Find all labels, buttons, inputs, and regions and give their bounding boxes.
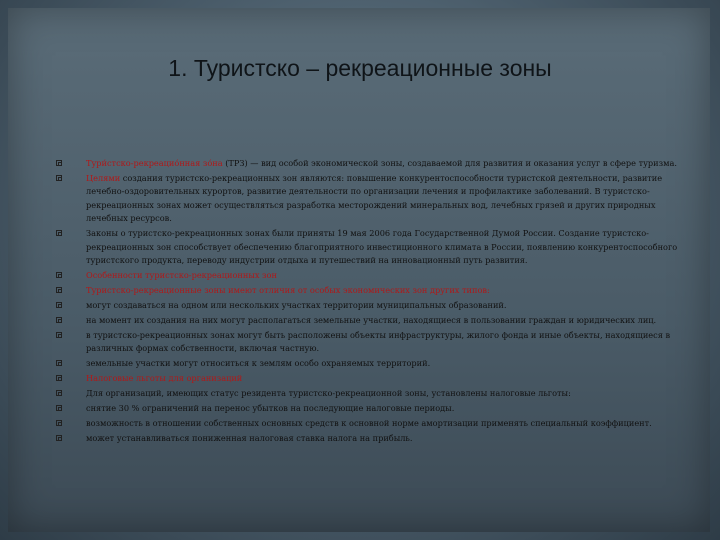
item-highlight: Налоговые льготы для организаций <box>86 373 243 384</box>
list-item <box>56 314 680 327</box>
item-text: снятие 30 % ограничений на перенос убытков на последующие налоговые периоды. <box>86 403 455 414</box>
checkbox-bullet-icon <box>56 175 62 181</box>
checkbox-bullet-icon <box>56 272 62 278</box>
checkbox-bullet-icon <box>56 317 62 323</box>
list-item <box>56 227 680 267</box>
checkbox-bullet-icon <box>56 230 62 236</box>
list-item <box>56 387 680 400</box>
list-item <box>56 357 680 370</box>
item-text: могут создаваться на одном или нескольких участках территории муниципальных образований. <box>86 300 507 311</box>
list-item <box>56 402 680 415</box>
slide-title: 1. Туристско – рекреационные зоны <box>168 55 552 81</box>
checkbox-bullet-icon <box>56 435 62 441</box>
checkbox-bullet-icon <box>56 390 62 396</box>
list-item <box>56 157 680 170</box>
checkbox-bullet-icon <box>56 332 62 338</box>
item-highlight: Тури́стско-рекреацио́нная зо́на <box>86 158 223 168</box>
checkbox-bullet-icon <box>56 287 62 293</box>
item-highlight: Целями <box>86 173 121 183</box>
list-item <box>56 432 680 445</box>
item-text: Для организаций, имеющих статус резидента туристско-рекреационной зоны, установлены налоговые льготы: <box>86 388 571 399</box>
item-text: Законы о туристско-рекреационных зонах были приняты 19 мая 2006 года Государственной Думой России. Создание туристско-рекреационных зон способствует обеспечению благоприятного инвестиционного климата в России, появлению конкурентоспособного туристского продукта, переводу индустрии отдыха и путешествий на инновационный путь развития. <box>86 228 678 266</box>
list-item <box>56 372 680 385</box>
item-highlight: Особенности туристско-рекреационных зон <box>86 270 277 281</box>
bullet-list <box>56 157 680 446</box>
checkbox-bullet-icon <box>56 360 62 366</box>
item-text: на момент их создания на них могут располагаться земельные участки, находящиеся в пользовании граждан и юридических лиц. <box>86 315 657 326</box>
list-item <box>56 172 680 226</box>
item-text: возможность в отношении собственных основных средств к основной норме амортизации применять специальный коэффициент. <box>86 418 652 429</box>
list-item <box>56 299 680 312</box>
checkbox-bullet-icon <box>56 375 62 381</box>
item-text: создания туристско-рекреационных зон являются: повышение конкурентоспособности туристской деятельности, развитие лечебно-оздоровительных курортов, развитие деятельности по организации лечения и профилактике заболеваний. В туристско-рекреационных зонах может осуществляться разработка месторождений минеральных вод, лечебных грязей и других природных лечебных ресурсов. <box>86 173 663 224</box>
item-highlight: Туристско-рекреационные зоны имеют отличия от особых экономических зон других типов: <box>86 285 490 296</box>
list-item <box>56 269 680 282</box>
item-text: в туристско-рекреационных зонах могут быть расположены объекты инфраструктуры, жилого фонда и иные объекты, находящиеся в различных формах собственности, включая частную. <box>86 330 671 354</box>
list-item <box>56 417 680 430</box>
item-text: может устанавливаться пониженная налоговая ставка налога на прибыль. <box>86 433 413 444</box>
checkbox-bullet-icon <box>56 405 62 411</box>
checkbox-bullet-icon <box>56 302 62 308</box>
item-text: (ТРЗ) — вид особой экономической зоны, создаваемой для развития и оказания услуг в сфере туризма. <box>222 158 677 168</box>
checkbox-bullet-icon <box>56 160 62 166</box>
item-text: земельные участки могут относиться к землям особо охраняемых территорий. <box>86 358 431 369</box>
list-item <box>56 329 680 356</box>
checkbox-bullet-icon <box>56 420 62 426</box>
list-item <box>56 284 680 297</box>
